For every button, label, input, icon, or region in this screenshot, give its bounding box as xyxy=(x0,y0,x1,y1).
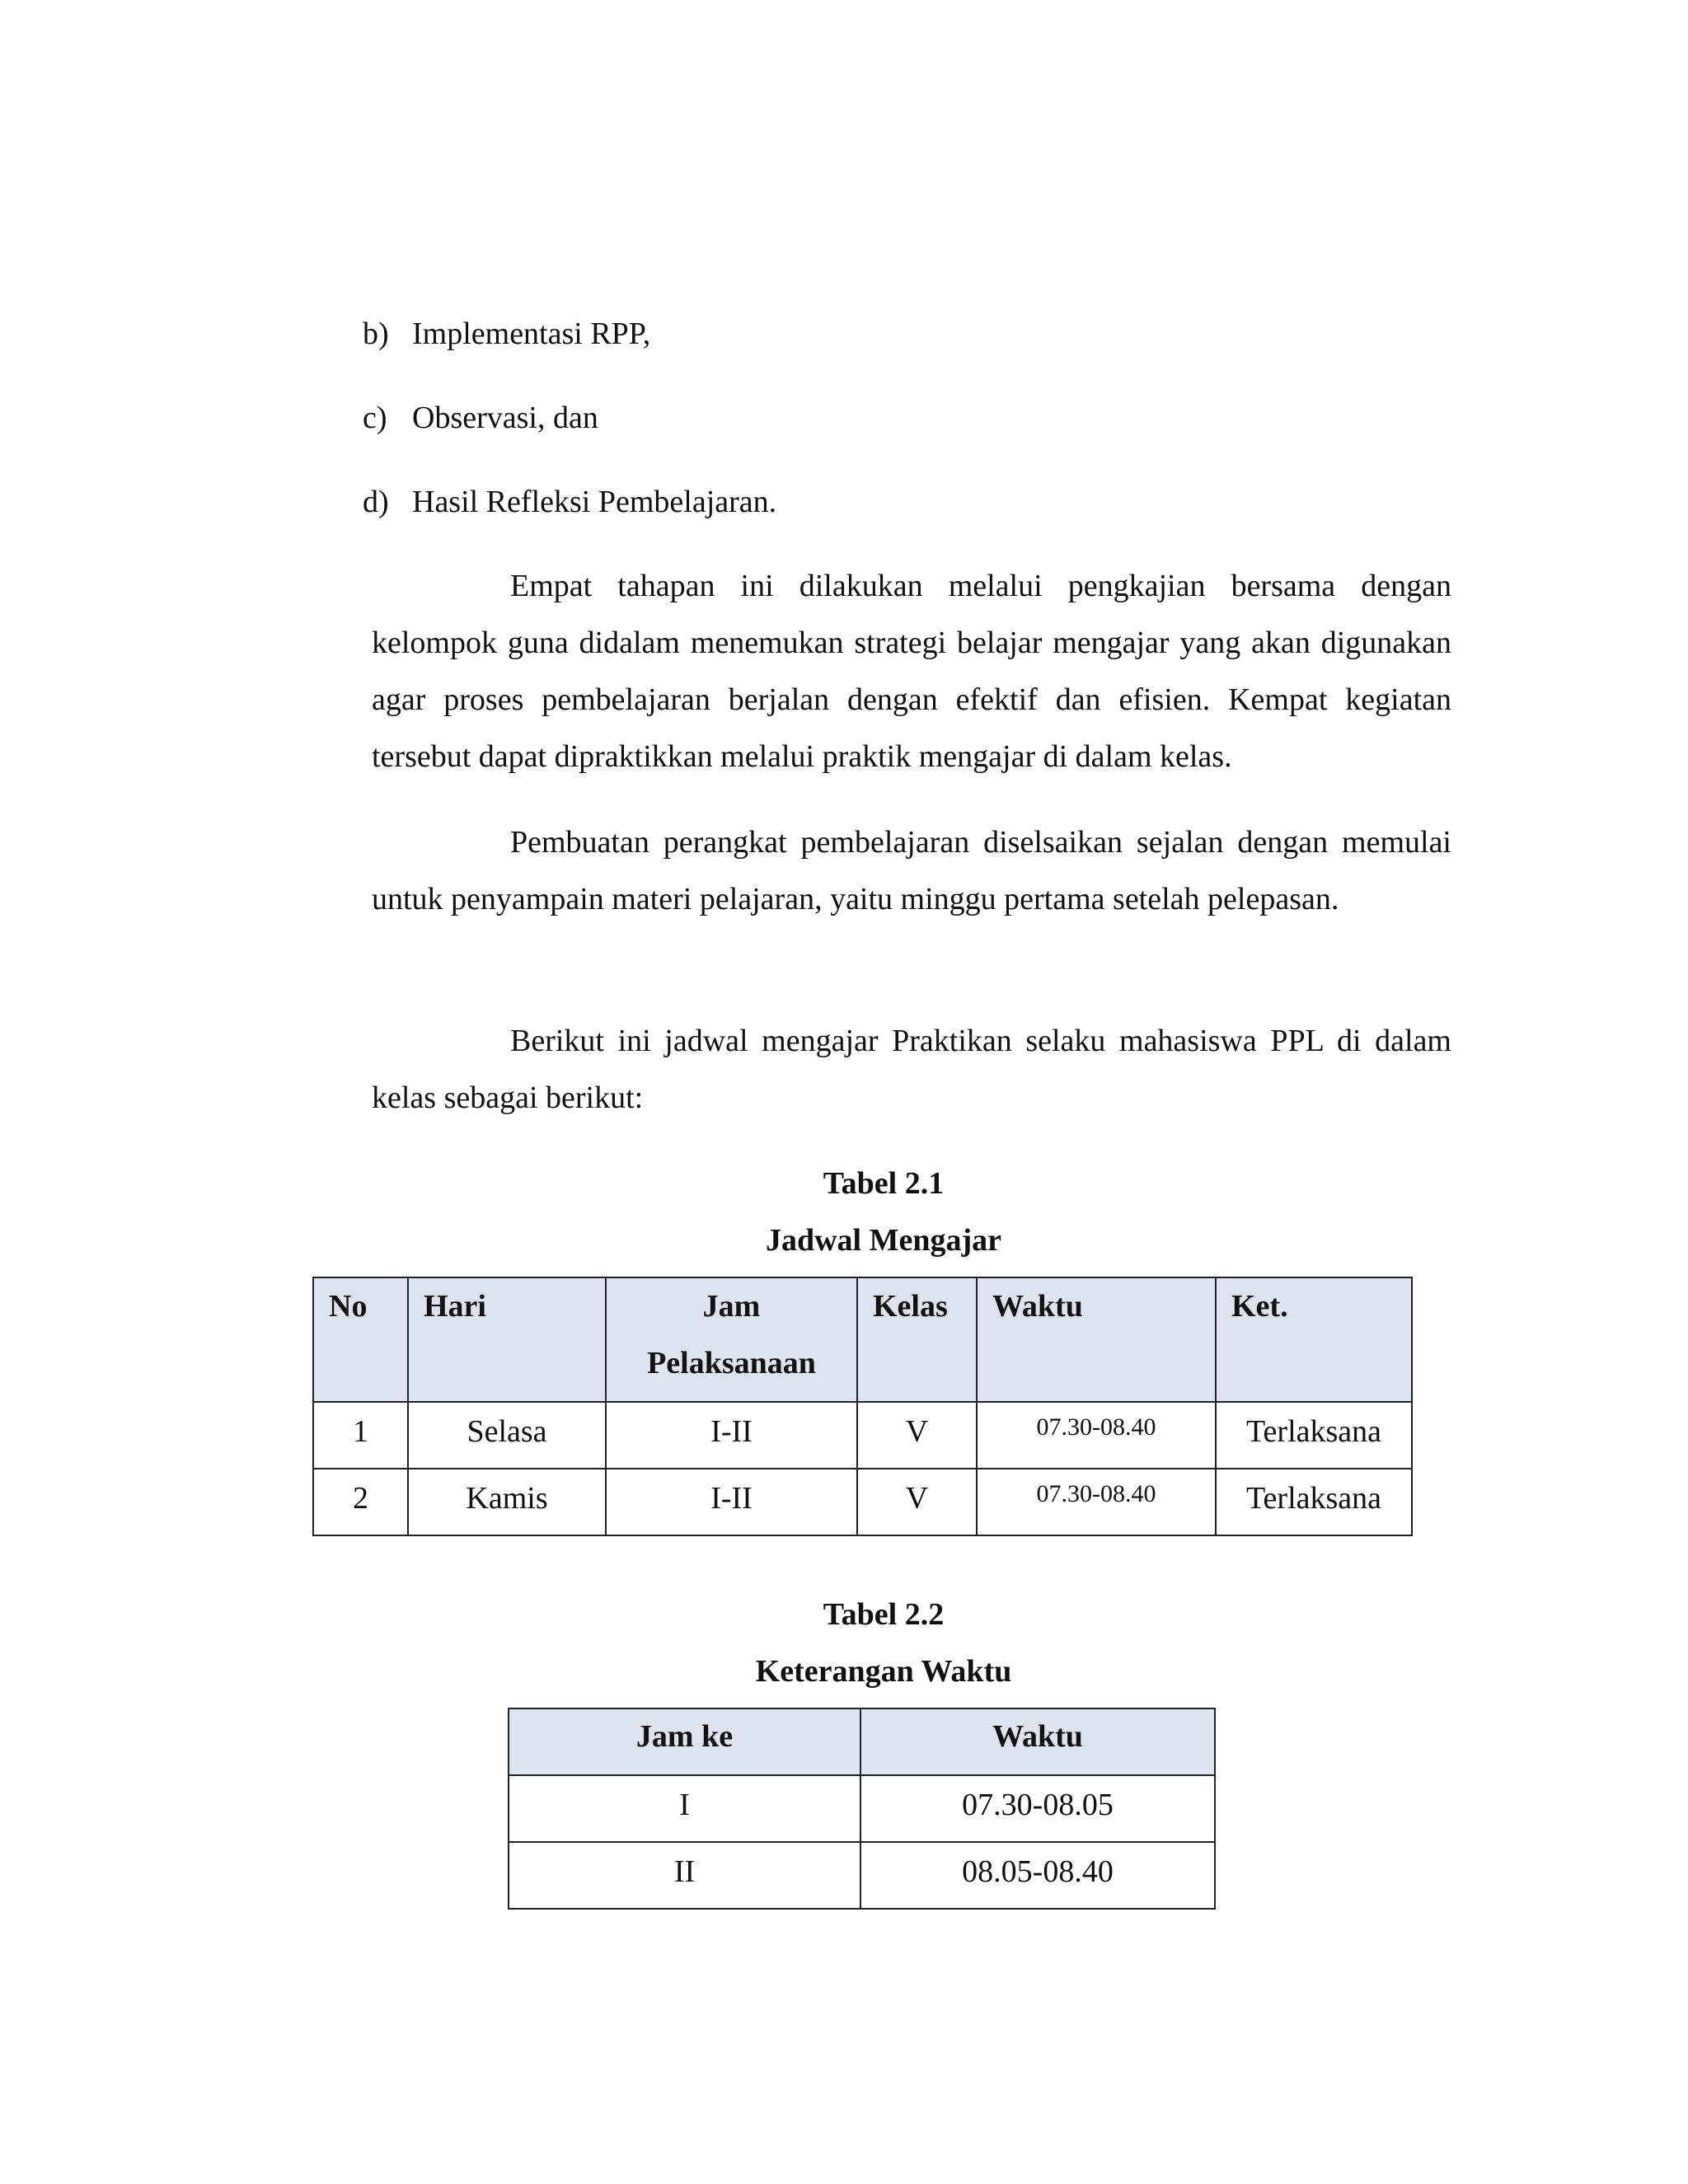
list-marker: d) xyxy=(363,485,389,519)
header-kelas: Kelas xyxy=(857,1277,977,1402)
cell-waktu: 07.30-08.40 xyxy=(977,1402,1216,1469)
list-marker: c) xyxy=(363,401,387,435)
header-jam-pelaksanaan xyxy=(606,1277,857,1402)
cell-ket: Terlaksana xyxy=(1216,1469,1412,1535)
header-waktu: Waktu xyxy=(977,1277,1216,1402)
table1-title: Jadwal Mengajar xyxy=(765,1223,1002,1258)
cell-no: 2 xyxy=(313,1469,408,1535)
header-no: No xyxy=(313,1277,408,1402)
cell-jam-ke: II xyxy=(509,1842,860,1909)
list-marker: b) xyxy=(363,316,389,351)
time-description-table xyxy=(508,1708,1216,1910)
list-item-text: Observasi, dan xyxy=(412,401,598,435)
table-row xyxy=(313,1402,1412,1469)
header-jam-line2: Pelaksanaan xyxy=(647,1346,816,1380)
header-ket: Ket. xyxy=(1216,1277,1412,1402)
header-jam-line1: Jam xyxy=(702,1289,761,1324)
cell-no: 1 xyxy=(313,1402,408,1469)
cell-kelas: V xyxy=(857,1469,977,1535)
table2-number: Tabel 2.2 xyxy=(823,1597,945,1632)
cell-hari: Kamis xyxy=(408,1469,606,1535)
cell-jam: I-II xyxy=(606,1469,857,1535)
list-item-text: Hasil Refleksi Pembelajaran. xyxy=(412,485,777,519)
header-hari: Hari xyxy=(408,1277,606,1402)
table1-number: Tabel 2.1 xyxy=(823,1166,945,1201)
cell-waktu: 07.30-08.05 xyxy=(860,1775,1215,1842)
list-item-b xyxy=(363,313,650,354)
cell-waktu: 07.30-08.40 xyxy=(977,1469,1216,1535)
cell-waktu: 08.05-08.40 xyxy=(860,1842,1215,1909)
table-row xyxy=(509,1775,1215,1842)
table-header-row xyxy=(313,1277,1412,1402)
cell-kelas: V xyxy=(857,1402,977,1469)
table-row xyxy=(313,1469,1412,1535)
list-item-text: Implementasi RPP, xyxy=(412,316,651,351)
header-waktu: Waktu xyxy=(860,1708,1215,1775)
list-item-c xyxy=(363,397,598,438)
paragraph-four-stages: Empat tahapan ini dilakukan melalui pengkajian bersama dengan kelompok guna didalam menemukan strategi belajar mengajar yang akan digunakan agar proses pembelajaran berjalan dengan efektif dan efisien. Kempat kegiatan tersebut dapat dipraktikkan melalui praktik mengajar di dalam kelas. xyxy=(372,569,1451,774)
paragraph-lesson-preparation: Pembuatan perangkat pembelajaran diselsaikan sejalan dengan memulai untuk penyampain materi pelajaran, yaitu minggu pertama setelah pelepasan. xyxy=(372,825,1451,916)
teaching-schedule-table xyxy=(312,1277,1413,1536)
cell-jam: I-II xyxy=(606,1402,857,1469)
header-jam-ke: Jam ke xyxy=(509,1708,860,1775)
cell-ket: Terlaksana xyxy=(1216,1402,1412,1469)
list-item-d xyxy=(363,481,776,523)
paragraph-schedule-intro: Berikut ini jadwal mengajar Praktikan selaku mahasiswa PPL di dalam kelas sebagai berikut: xyxy=(372,1024,1451,1115)
table2-title: Keterangan Waktu xyxy=(755,1654,1012,1689)
cell-jam-ke: I xyxy=(509,1775,860,1842)
table-header-row xyxy=(509,1708,1215,1775)
cell-hari: Selasa xyxy=(408,1402,606,1469)
table-row xyxy=(509,1842,1215,1909)
